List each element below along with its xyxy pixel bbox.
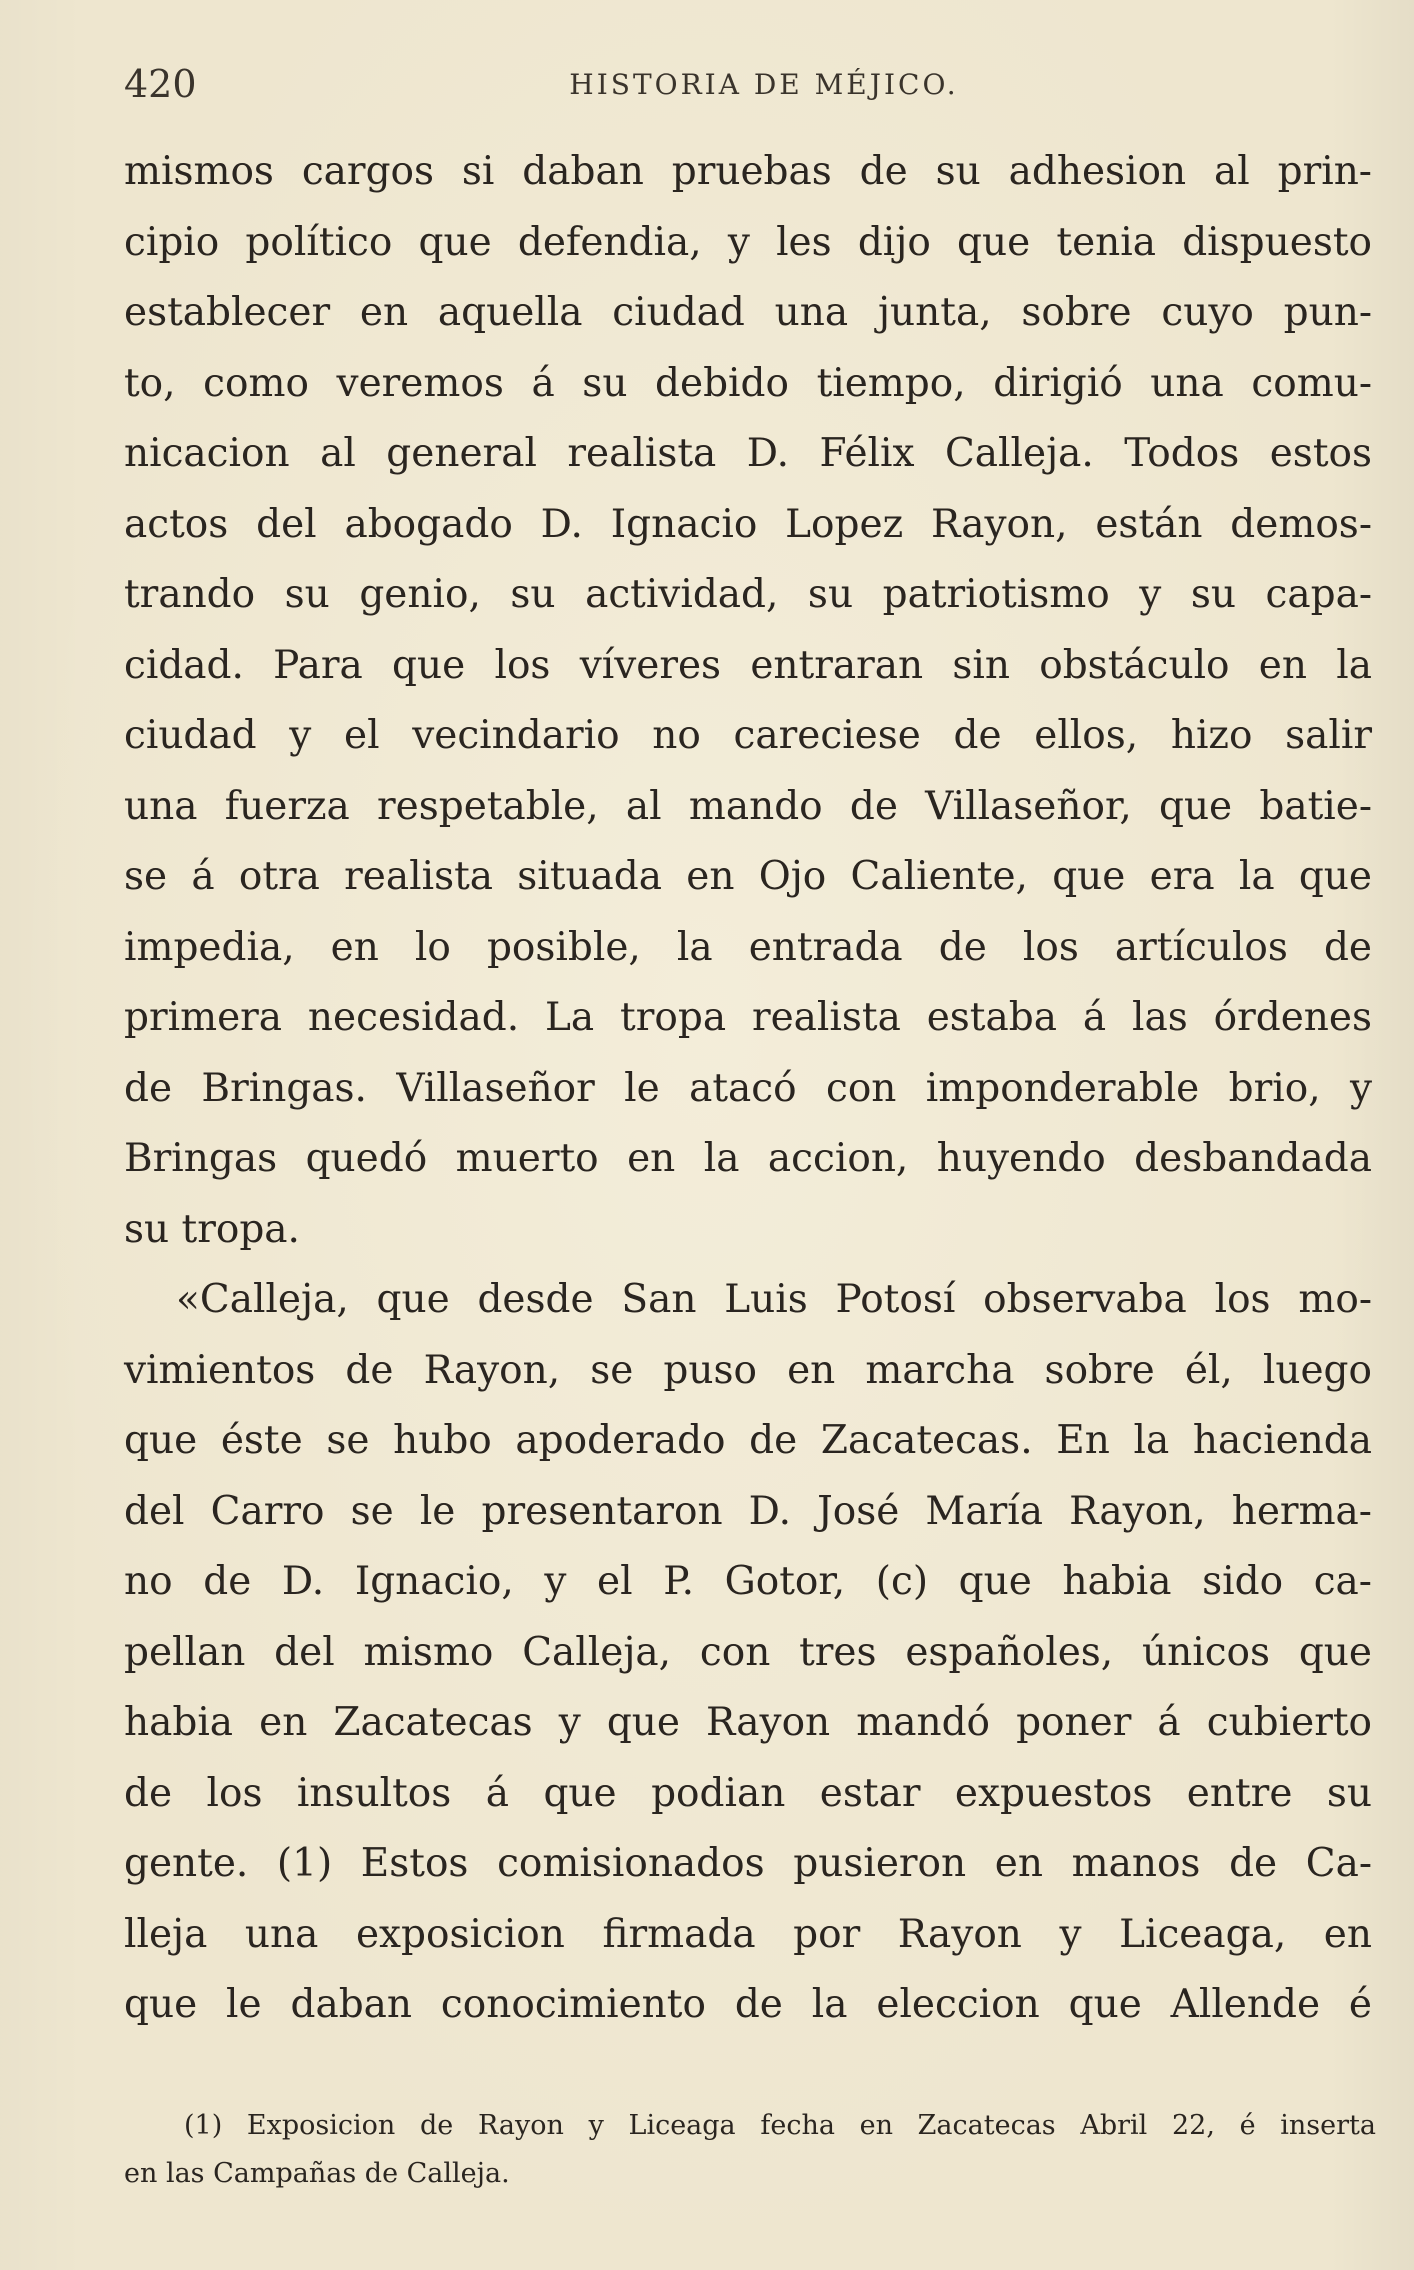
body-text bbox=[124, 137, 1372, 2041]
text-line: trando su genio, su actividad, su patriotismo y su capa- bbox=[124, 572, 1372, 617]
text-line: impedia, en lo posible, la entrada de los artículos de bbox=[124, 924, 1372, 970]
text-line: cipio político que defendia, y les dijo que tenia dispuesto bbox=[124, 219, 1372, 265]
running-head bbox=[124, 62, 1374, 122]
text-line: vimientos de Rayon, se puso en marcha sobre él, luego bbox=[124, 1347, 1372, 1393]
text-line: mismos cargos si daban pruebas de su adhesion al prin- bbox=[124, 149, 1372, 194]
text-line: habia en Zacatecas y que Rayon mandó poner á cubierto bbox=[124, 1700, 1372, 1745]
text-line: nicacion al general realista D. Félix Calleja. Todos estos bbox=[124, 431, 1372, 476]
text-line: to, como veremos á su debido tiempo, dirigió una comu- bbox=[124, 360, 1372, 406]
text-line: de los insultos á que podian estar expuestos entre su bbox=[124, 1770, 1372, 1816]
text-line: gente. (1) Estos comisionados pusieron en manos de Ca- bbox=[124, 1841, 1372, 1886]
text-line: actos del abogado D. Ignacio Lopez Rayon, están demos- bbox=[124, 501, 1372, 547]
text-line: lleja una exposicion firmada por Rayon y Liceaga, en bbox=[124, 1911, 1372, 1957]
footnote bbox=[124, 2102, 1376, 2198]
text-line: que éste se hubo apoderado de Zacatecas. En la hacienda bbox=[124, 1418, 1372, 1463]
text-line: ciudad y el vecindario no careciese de ellos, hizo salir bbox=[124, 713, 1372, 758]
paragraph-start-line: «Calleja, que desde San Luis Potosí observaba los mo- bbox=[176, 1277, 1372, 1322]
text-line: Bringas quedó muerto en la accion, huyendo desbandada bbox=[124, 1136, 1372, 1181]
paragraph-end-line: su tropa. bbox=[124, 1206, 300, 1252]
text-line: que le daban conocimiento de la eleccion que Allende é bbox=[124, 1982, 1372, 2027]
footnote-line: en las Campañas de Calleja. bbox=[124, 2158, 510, 2189]
text-line: establecer en aquella ciudad una junta, sobre cuyo pun- bbox=[124, 290, 1372, 335]
text-line: pellan del mismo Calleja, con tres españoles, únicos que bbox=[124, 1629, 1372, 1675]
page-number: 420 bbox=[124, 62, 197, 106]
text-line: se á otra realista situada en Ojo Caliente, que era la que bbox=[124, 854, 1372, 899]
footnote-line: (1) Exposicion de Rayon y Liceaga fecha en Zacatecas Abril 22, é inserta bbox=[184, 2110, 1376, 2141]
text-line: no de D. Ignacio, y el P. Gotor, (c) que habia sido ca- bbox=[124, 1559, 1372, 1604]
text-line: cidad. Para que los víveres entraran sin obstáculo en la bbox=[124, 642, 1372, 688]
page-header-title: HISTORIA DE MÉJICO. bbox=[569, 68, 959, 101]
text-line: una fuerza respetable, al mando de Villaseñor, que batie- bbox=[124, 783, 1372, 829]
text-line: de Bringas. Villaseñor le atacó con imponderable brio, y bbox=[124, 1065, 1372, 1111]
text-line: del Carro se le presentaron D. José María Rayon, herma- bbox=[124, 1488, 1372, 1534]
text-line: primera necesidad. La tropa realista estaba á las órdenes bbox=[124, 995, 1372, 1040]
